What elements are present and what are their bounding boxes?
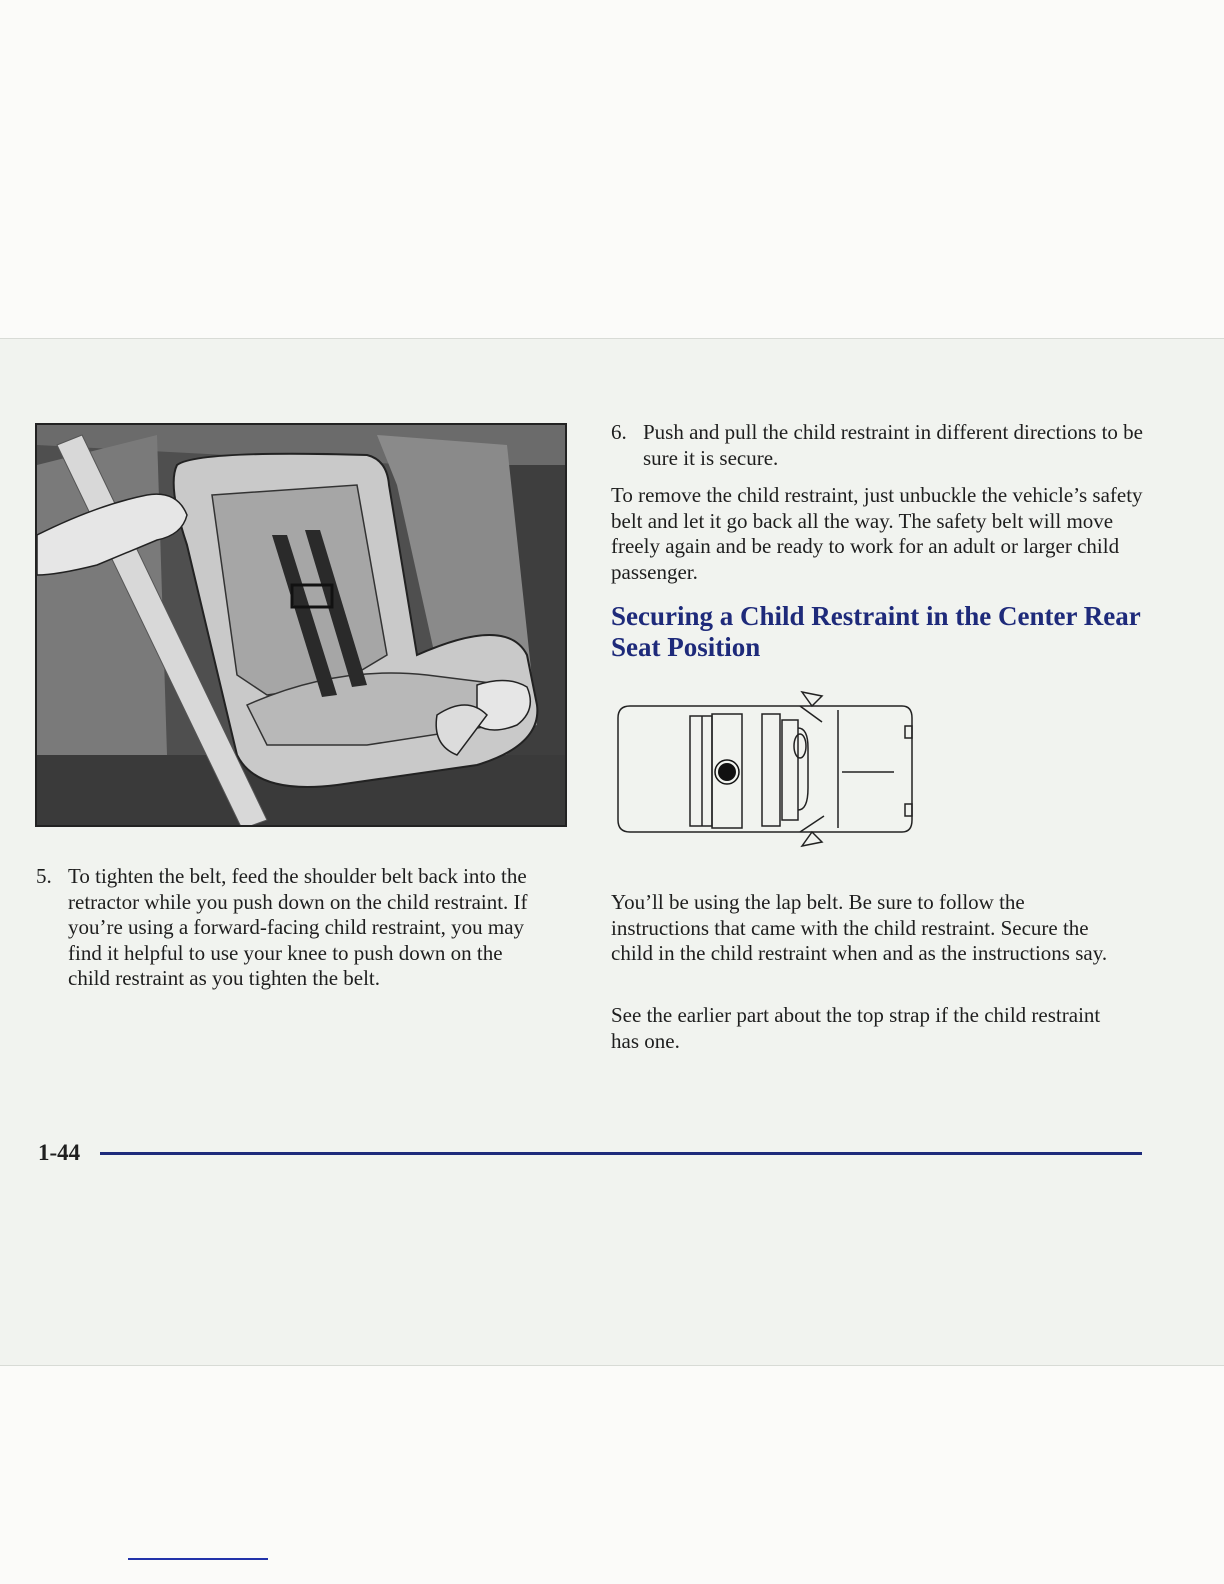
top-strap-paragraph: See the earlier part about the top strap if the child restraint has one. — [611, 1003, 1101, 1053]
bottom-divider — [128, 1558, 268, 1560]
step-5 — [36, 864, 546, 992]
child-seat-installation-illustration — [35, 423, 567, 827]
step-text: To tighten the belt, feed the shoulder belt back into the retractor while you push down on the child restraint. If you’re using a forward-facing child restraint, you may find it helpful to use your knee to push down on the child restraint as you tighten the belt. — [68, 864, 528, 990]
step-number: 5. — [36, 864, 52, 888]
footer-rule — [100, 1152, 1142, 1155]
step-text: Push and pull the child restraint in different directions to be sure it is secure. — [643, 420, 1144, 470]
step-6 — [611, 420, 1151, 471]
remove-restraint-paragraph: To remove the child restraint, just unbuckle the vehicle’s safety belt and let it go back all the way. The safety belt will move freely again and be ready to work for an adult or larger child passenger. — [611, 483, 1143, 584]
step-number: 6. — [611, 420, 627, 444]
vehicle-top-view-seat-diagram — [612, 688, 922, 848]
lap-belt-paragraph: You’ll be using the lap belt. Be sure to follow the instructions that came with the child restraint. Secure the child in the child restraint when and as the instructions say. — [611, 890, 1108, 965]
page-number: 1-44 — [38, 1140, 81, 1165]
section-heading: Securing a Child Restraint in the Center Rear Seat Position — [611, 601, 1141, 662]
